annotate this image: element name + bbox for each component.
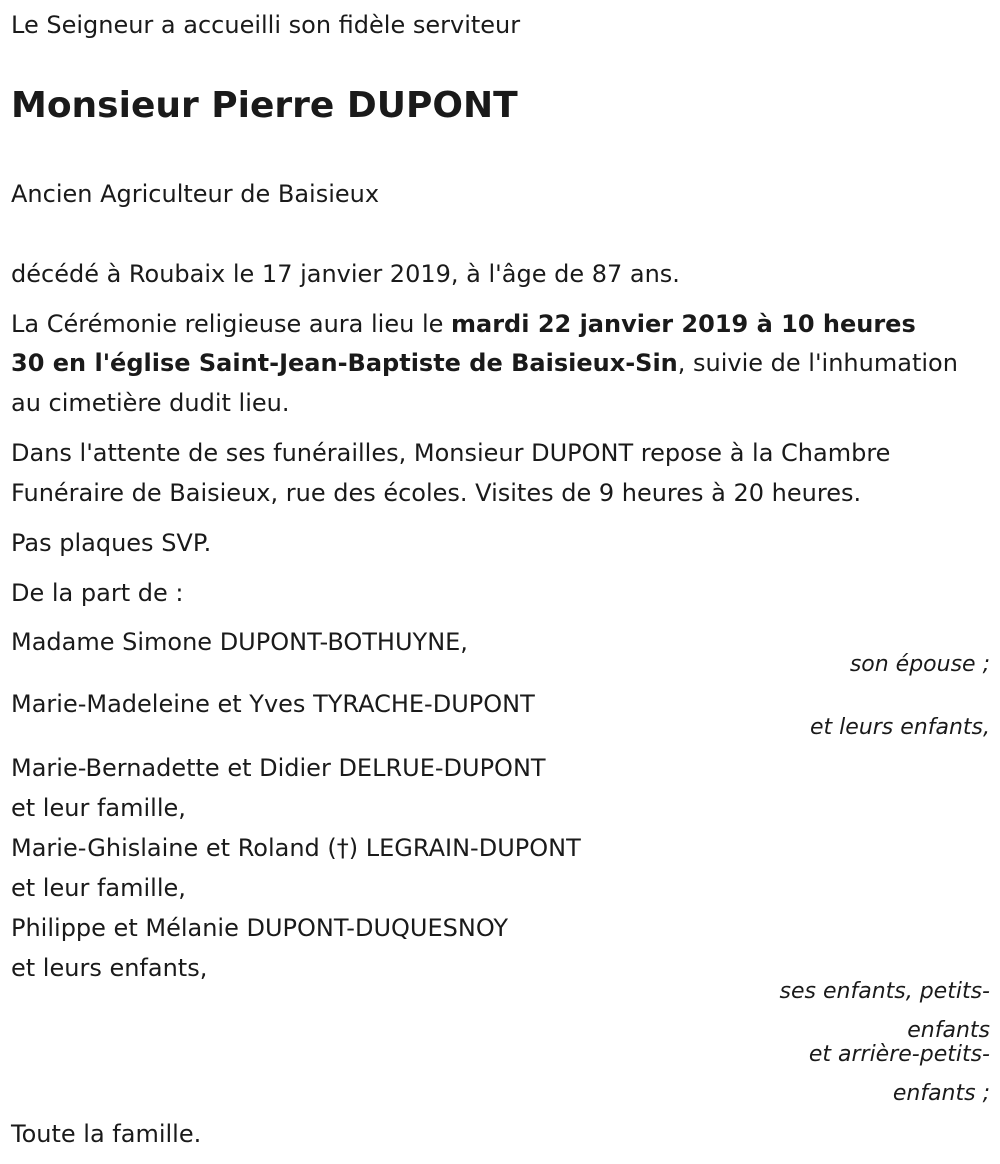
deceased-name: Monsieur Pierre DUPONT — [11, 85, 518, 126]
child3-note: et leur famille, — [11, 874, 186, 902]
ceremony-line-3: au cimetière dudit lieu. — [11, 389, 290, 417]
child2-name: Marie-Bernadette et Didier DELRUE-DUPONT — [11, 754, 546, 782]
no-plaques-text: Pas plaques SVP. — [11, 529, 212, 557]
ceremony-prefix: La Cérémonie religieuse aura lieu le — [11, 310, 452, 338]
spouse-name: Madame Simone DUPONT-BOTHUYNE, — [11, 628, 468, 656]
death-text: décédé à Roubaix le 17 janvier 2019, à l'âge de 87 ans. — [11, 260, 680, 288]
spouse-role: son épouse ; — [849, 652, 990, 677]
children-role-1: ses enfants, petits- — [779, 979, 990, 1004]
ceremony-line-1 — [11, 304, 916, 344]
ceremony-date-bold: mardi 22 janvier 2019 à 10 heures — [451, 310, 916, 338]
all-family-text: Toute la famille. — [11, 1120, 202, 1148]
child2-note: et leur famille, — [11, 794, 186, 822]
children-role-2: enfants — [907, 1018, 990, 1043]
child3-name: Marie-Ghislaine et Roland (†) LEGRAIN-DUPONT — [11, 834, 581, 862]
children-role-3: et arrière-petits- — [808, 1042, 990, 1067]
intro-text: Le Seigneur a accueilli son fidèle serviteur — [11, 11, 521, 39]
rest-line-1: Dans l'attente de ses funérailles, Monsieur DUPONT repose à la Chambre — [11, 439, 891, 467]
occupation-text: Ancien Agriculteur de Baisieux — [11, 180, 380, 208]
child4-name: Philippe et Mélanie DUPONT-DUQUESNOY — [11, 914, 509, 942]
ceremony-line-2 — [11, 343, 958, 383]
from-text: De la part de : — [11, 579, 184, 607]
child1-role: et leurs enfants, — [810, 715, 990, 740]
child4-note: et leurs enfants, — [11, 954, 208, 982]
ceremony-place-bold: 30 en l'église Saint-Jean-Baptiste de Baisieux-Sin — [11, 349, 678, 377]
ceremony-suffix: , suivie de l'inhumation — [677, 349, 958, 377]
rest-line-2: Funéraire de Baisieux, rue des écoles. Visites de 9 heures à 20 heures. — [11, 479, 862, 507]
children-role-4: enfants ; — [892, 1081, 990, 1106]
child1-name: Marie-Madeleine et Yves TYRACHE-DUPONT — [11, 690, 535, 718]
